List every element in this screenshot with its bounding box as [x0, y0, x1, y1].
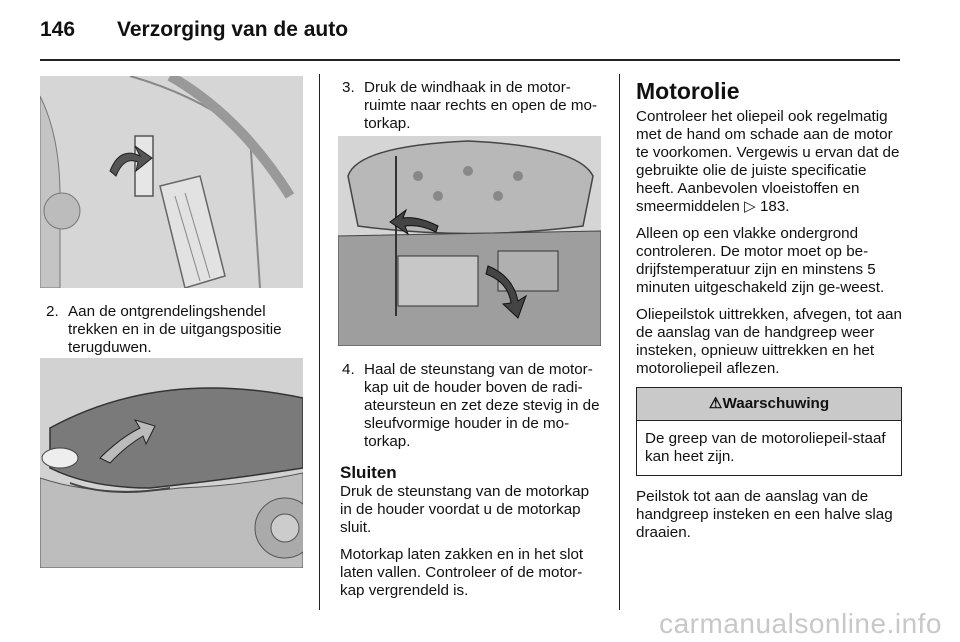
motorolie-section [636, 78, 902, 551]
warning-title: Waarschuwing [722, 395, 830, 412]
step-2-number: 2. [46, 303, 59, 320]
motorolie-paragraph-3: Oliepeilstok uittrekken, afvegen, tot aan de aanslag van de handgreep weer insteken, opnieuw uittrekken en het motoroliepeil aflezen. [636, 306, 902, 377]
page-title: Verzorging van de auto [117, 18, 349, 41]
sluiten-heading: Sluiten [340, 463, 397, 482]
engine-bay-drawing [338, 136, 601, 346]
step-3-number: 3. [342, 79, 355, 96]
motorolie-paragraph-4: Peilstok tot aan de aanslag van de handgreep insteken en een halve slag draaien. [636, 488, 893, 541]
motorolie-paragraph-1 [636, 108, 902, 216]
release-lever-drawing [40, 76, 303, 288]
warning-text: De greep van de motoroliepeil-staaf kan heet zijn. [645, 430, 886, 465]
sluiten-paragraph-2: Motorkap laten zakken en in het slot laten vallen. Controleer of de motor-kap vergrendeld is. [340, 546, 584, 599]
motorolie-paragraph-1-text: Controleer het oliepeil ook regelmatig met de hand om schade aan de motor te voorkomen. Vergewis u ervan dat de gebruikte olie de juiste specificatie heeft. Aanbevolen vloeistoffen en smeermiddelen [636, 108, 900, 215]
engine-bay-illustration [338, 136, 601, 346]
column-divider-1 [319, 74, 320, 610]
step-4-number: 4. [342, 361, 355, 378]
motorolie-paragraph-2: Alleen op een vlakke ondergrond controleren. De motor moet op be-drijfstemperatuur zijn en minstens 5 minuten uitgeschakeld zijn ge-weest. [636, 225, 885, 296]
hood-latch-illustration [40, 358, 303, 568]
release-lever-illustration [40, 76, 303, 288]
page-header [40, 18, 900, 48]
hood-latch-drawing [40, 358, 303, 568]
step-3-text: Druk de windhaak in de motor-ruimte naar rechts en open de mo-torkap. [364, 79, 597, 132]
warning-triangle-icon: ⚠ [708, 395, 723, 412]
step-4 [342, 361, 604, 460]
column-divider-2 [619, 74, 620, 610]
motorolie-heading: Motorolie [636, 78, 740, 104]
page-reference-number: 183. [755, 198, 790, 215]
sluiten-section [340, 463, 604, 609]
page-reference-icon: ▷ [744, 198, 756, 215]
warning-box [636, 387, 902, 476]
step-4-text: Haal de steunstang van de motor-kap uit de houder boven de radi-ateursteun en zet deze stevig in de sleufvormige houder in de mo-torkap. [364, 361, 600, 450]
header-rule [40, 59, 900, 61]
watermark: carmanualsonline.info [659, 608, 942, 639]
step-2-text: Aan de ontgrendelingshendel trekken en in de uitgangspositie terugduwen. [68, 303, 282, 356]
warning-header [637, 388, 901, 421]
step-2 [46, 303, 304, 366]
step-3 [342, 79, 604, 142]
sluiten-paragraph-1: Druk de steunstang van de motorkap in de houder voordat u de motorkap sluit. [340, 483, 590, 536]
page-number: 146 [40, 18, 76, 41]
